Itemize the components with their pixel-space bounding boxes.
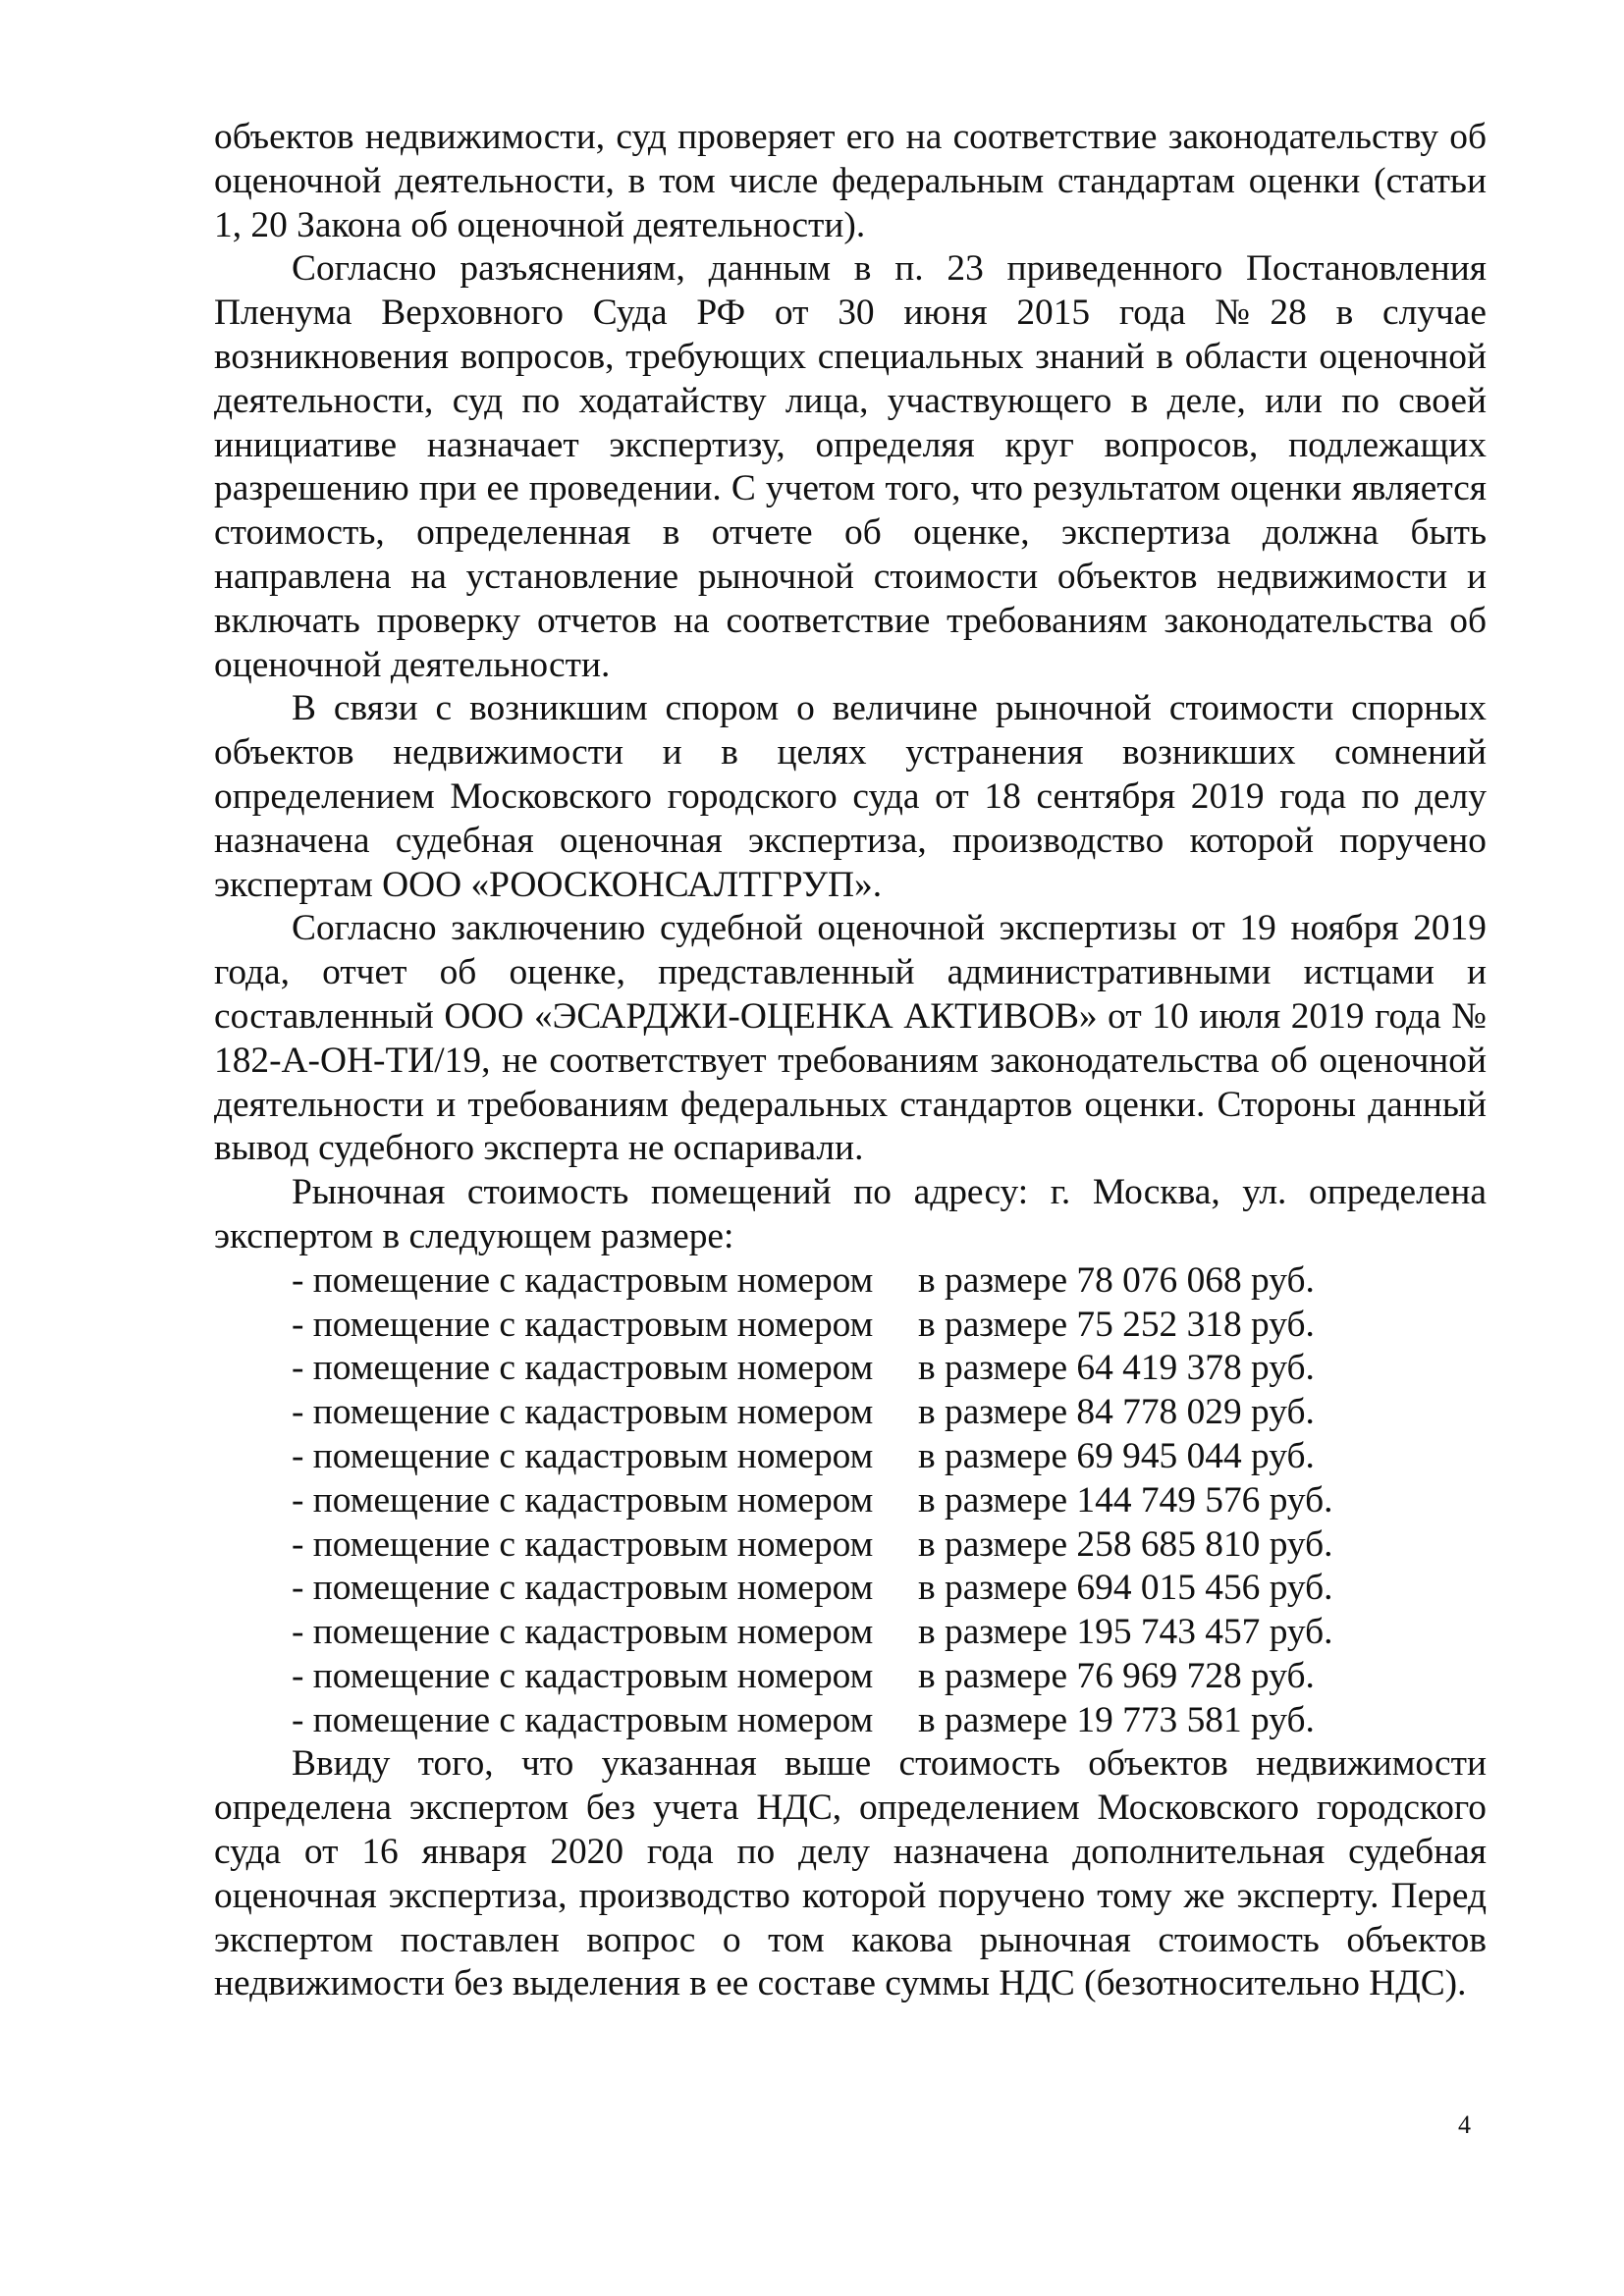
premise-value: в размере 69 945 044 руб. [918,1435,1315,1476]
list-item [214,1304,1487,1348]
paragraph-expertise-appointed: В связи с возникшим спором о величине рыночной стоимости спорных объектов недвижимости и в целях устранения возникших сомнений определением Московского городского суда от 18 сентября 2019 года по делу назначена судебная оценочная экспертиза, производство которой поручено экспертам ООО «РООСКОНСАЛТГРУП». [214,688,1487,905]
premise-label: - помещение с кадастровым номером [292,1348,874,1389]
list-item [214,1611,1487,1655]
list-item [214,1523,1487,1568]
premise-label: - помещение с кадастровым номером [292,1568,874,1609]
paragraph-plenum-clarification: Согласно разъяснениям, данным в п. 23 приведенного Постановления Пленума Верховного Суда РФ от 30 июня 2015 года №28 в случае возникновения вопросов, требующих специальных знаний в области оценочной деятельности, суд по ходатайству лица, участвующего в деле, или по своей инициативе назначает экспертизу, определяя круг вопросов, подлежащих разрешению при ее проведении. С учетом того, что результатом оценки является стоимость, определенная в отчете об оценке, экспертиза должна быть направлена на установление рыночной стоимости объектов недвижимости и включать проверку отчетов на соответствие требованиям законодательства об оценочной деятельности. [214,248,1487,685]
premise-label: - помещение с кадастровым номером [292,1259,874,1301]
premise-value: в размере 84 778 029 руб. [918,1392,1315,1433]
premise-label: - помещение с кадастровым номером [292,1304,874,1345]
premise-label: - помещение с кадастровым номером [292,1523,874,1565]
list-item [214,1655,1487,1699]
premise-value: в размере 694 015 456 руб. [918,1568,1333,1609]
paragraph-market-value-intro: Рыночная стоимость помещений по адресу: г. Москва, ул. определена экспертом в следующем размере: [214,1172,1487,1256]
premise-label: - помещение с кадастровым номером [292,1479,874,1521]
list-item [214,1435,1487,1479]
premise-label: - помещение с кадастровым номером [292,1435,874,1476]
paragraph-expert-conclusion: Согласно заключению судебной оценочной экспертизы от 19 ноября 2019 года, отчет об оценке, представленный административными истцами и составленный ООО «ЭСАРДЖИ-ОЦЕНКА АКТИВОВ» от 10 июля 2019 года № 182-А-ОН-ТИ/19, не соответствует требованиям законодательства об оценочной деятельности и требованиям федеральных стандартов оценки. Стороны данный вывод судебного эксперта не оспаривали. [214,908,1487,1169]
list-item [214,1347,1487,1391]
premise-value: в размере 78 076 068 руб. [918,1259,1315,1301]
list-item [214,1259,1487,1304]
premise-value: в размере 144 749 576 руб. [918,1479,1333,1521]
page-number: 4 [1458,2110,1471,2139]
premises-list [214,1259,1487,1743]
list-item [214,1699,1487,1743]
paragraph-additional-expertise: Ввиду того, что указанная выше стоимость объектов недвижимости определена экспертом без учета НДС, определением Московского городского суда от 16 января 2020 года по делу назначена дополнительная судебная оценочная экспертиза, производство которой поручено тому же эксперту. Перед экспертом поставлен вопрос о том какова рыночная стоимость объектов недвижимости без выделения в ее составе суммы НДС (безотносительно НДС). [214,1743,1487,2004]
premise-value: в размере 19 773 581 руб. [918,1699,1315,1740]
premise-value: в размере 195 743 457 руб. [918,1612,1333,1653]
list-item [214,1567,1487,1611]
premise-value: в размере 258 685 810 руб. [918,1523,1333,1565]
premise-label: - помещение с кадастровым номером [292,1612,874,1653]
premise-value: в размере 76 969 728 руб. [918,1655,1315,1696]
premise-label: - помещение с кадастровым номером [292,1699,874,1740]
premise-value: в размере 75 252 318 руб. [918,1304,1315,1345]
paragraph-continuation: объектов недвижимости, суд проверяет его на соответствие законодательству об оценочной деятельности, в том числе федеральным стандартам оценки (статьи 1, 20 Закона об оценочной деятельности). [214,117,1487,245]
list-item [214,1391,1487,1435]
premise-value: в размере 64 419 378 руб. [918,1348,1315,1389]
premise-label: - помещение с кадастровым номером [292,1392,874,1433]
list-item [214,1479,1487,1523]
premise-label: - помещение с кадастровым номером [292,1655,874,1696]
document-page [214,116,1487,2006]
